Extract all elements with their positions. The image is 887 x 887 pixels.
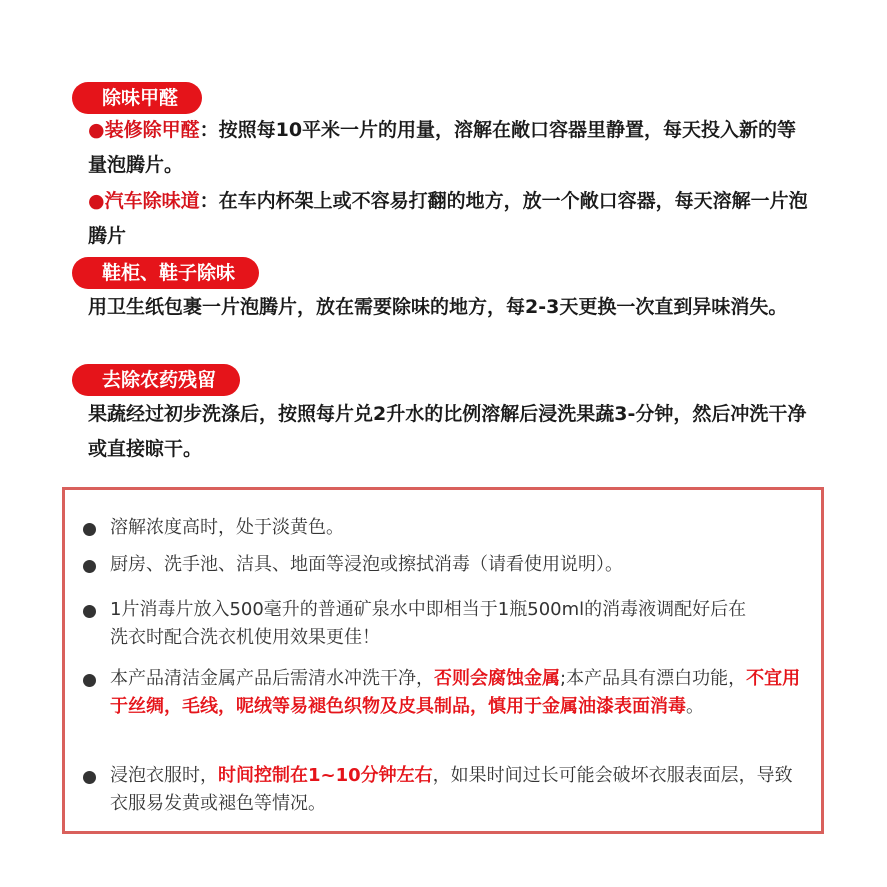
paragraph-pesticide: 果蔬经过初步洗涤后，按照每片兑2升水的比例溶解后浸洗果蔬3-分钟，然后冲洗干净或直接晾干。 xyxy=(88,403,807,460)
notes-box xyxy=(62,487,824,834)
lead-renovation: 装修除甲醛 xyxy=(104,119,200,141)
bullet-dot-icon xyxy=(83,605,96,618)
bullet-dot-icon xyxy=(83,523,96,536)
paragraph-renovation xyxy=(88,113,810,183)
bullet-icon: ● xyxy=(88,119,105,141)
section-tag-formaldehyde: 除味甲醛 xyxy=(72,82,202,114)
lead-car: 汽车除味道 xyxy=(104,190,200,212)
paragraph-car xyxy=(88,184,810,254)
note-highlight: 不宜用于丝绸，毛线，呢绒等易褪色织物及皮具制品，慎用于金属油漆表面消毒 xyxy=(110,668,801,717)
note-run: 溶解浓度高时，处于淡黄色。 xyxy=(110,517,344,538)
bullet-dot-icon xyxy=(83,674,96,687)
body-car: ：在车内杯架上或不容易打翻的地方，放一个敞口容器，每天溶解一片泡腾片 xyxy=(88,190,808,247)
note-run: 。 xyxy=(686,696,704,717)
note-run: ;本产品具有漂白功能， xyxy=(560,668,747,689)
paragraph-shoes: 用卫生纸包裹一片泡腾片，放在需要除味的地方，每2-3天更换一次直到异味消失。 xyxy=(88,296,788,318)
note-run: ，如果时间过长可能会破坏衣服表面层，导致衣服易发黄或褪色等情况。 xyxy=(110,765,793,814)
note-text xyxy=(110,551,810,579)
note-text xyxy=(110,665,810,721)
note-run: 1片消毒片放入500毫升的普通矿泉水中即相当于1瓶500ml的消毒液调配好后在洗衣时配合洗衣机使用效果更佳！ xyxy=(110,599,747,648)
section-tag-pesticide: 去除农药残留 xyxy=(72,364,240,396)
body-renovation: ：按照每10平米一片的用量，溶解在敞口容器里静置，每天投入新的等量泡腾片。 xyxy=(88,119,797,176)
bullet-icon: ● xyxy=(88,190,105,212)
note-text xyxy=(110,762,810,818)
note-highlight: 否则会腐蚀金属 xyxy=(434,668,560,689)
bullet-dot-icon xyxy=(83,560,96,573)
note-run: 本产品清洁金属产品后需清水冲洗干净， xyxy=(110,668,434,689)
note-text xyxy=(110,596,750,652)
note-run: 浸泡衣服时， xyxy=(110,765,218,786)
note-run: 厨房、洗手池、洁具、地面等浸泡或擦拭消毒（请看使用说明）。 xyxy=(110,554,623,575)
section-tag-shoes: 鞋柜、鞋子除味 xyxy=(72,257,259,289)
note-text xyxy=(110,514,810,542)
note-highlight: 时间控制在1~10分钟左右 xyxy=(218,765,433,786)
bullet-dot-icon xyxy=(83,771,96,784)
